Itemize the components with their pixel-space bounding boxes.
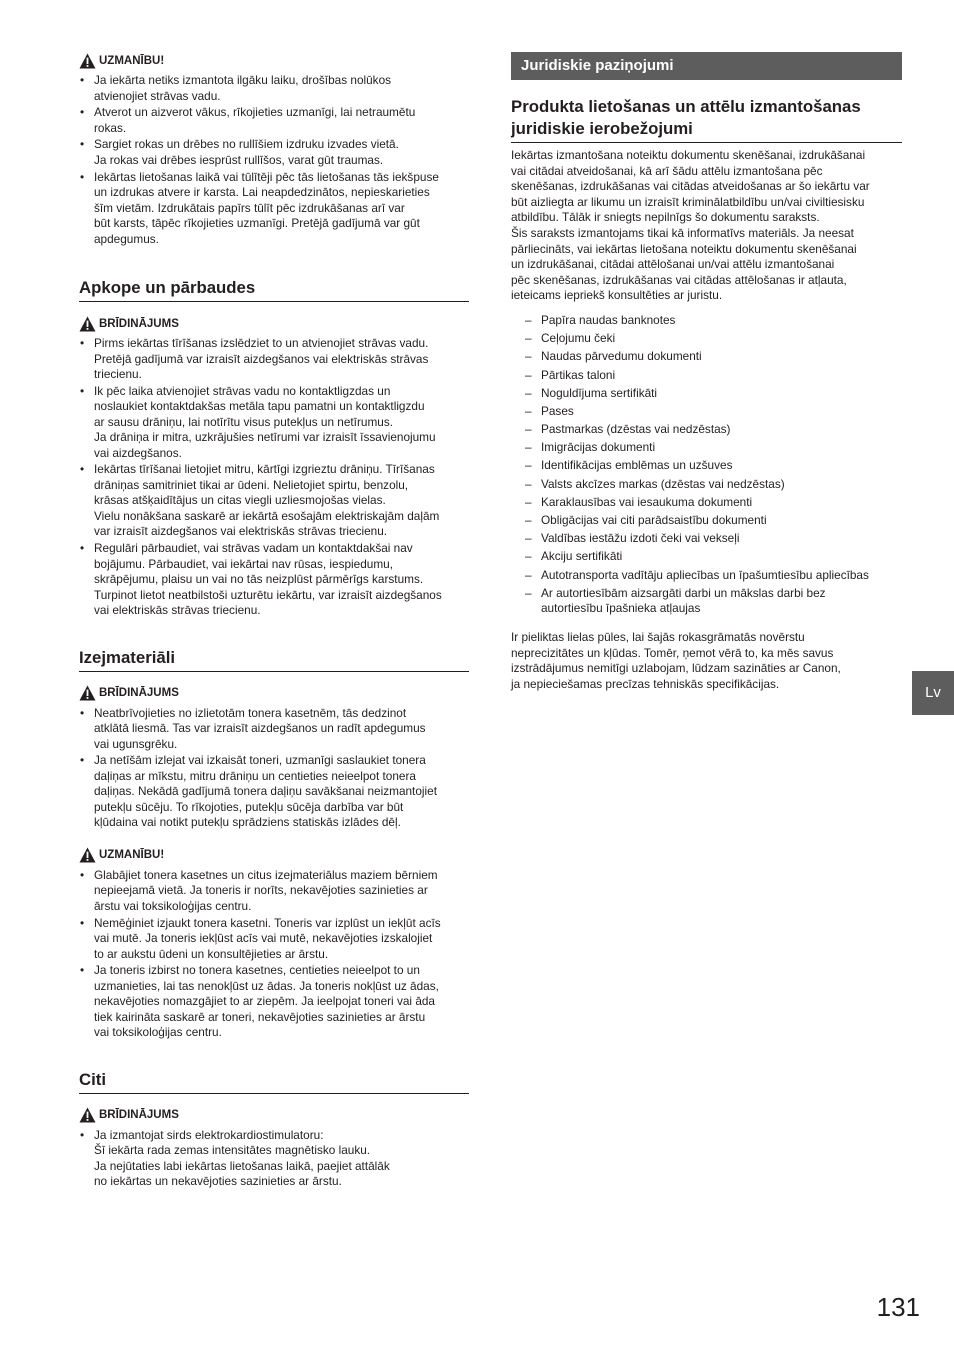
text-line: Ir pieliktas lielas pūles, lai šajās rokasgrāmatās novērstu xyxy=(511,629,805,644)
section-maintenance xyxy=(79,277,469,619)
text-line: autortiesību īpašnieka atļaujas xyxy=(541,601,701,616)
bullet-list xyxy=(79,706,469,831)
list-item xyxy=(511,386,902,402)
bullet-list xyxy=(79,336,469,619)
list-item xyxy=(511,495,902,511)
text-line: vai mutē. Ja toneris iekļūst acīs vai mutē, nekavējoties izskalojiet xyxy=(94,931,433,945)
list-item xyxy=(511,477,902,493)
caution-label: UZMANĪBU! xyxy=(99,849,165,862)
warning-heading xyxy=(79,685,469,702)
text-line: – Akciju sertifikāti xyxy=(541,549,623,564)
list-item xyxy=(79,868,469,915)
section-title: Izejmateriāli xyxy=(79,647,469,672)
text-line: šīm vietām. Izdrukātais papīrs tūlīt pēc izdrukāšanas arī var xyxy=(94,200,405,215)
text-line: un izdrukāšanai, citādai attēlošanai un/vai attēlu izmantošanai xyxy=(511,257,835,272)
section-title: Apkope un pārbaudes xyxy=(79,277,469,302)
list-item xyxy=(79,137,469,168)
list-item xyxy=(511,313,902,329)
list-item xyxy=(79,1128,469,1190)
section-other xyxy=(79,1069,469,1190)
text-line: – Papīra naudas banknotes xyxy=(541,312,676,327)
warning-label: BRĪDINĀJUMS xyxy=(99,1109,179,1122)
text-line: pēc skenēšanas, izdrukāšanas vai citādas attēlošanas ir atļauta, xyxy=(511,272,847,287)
text-line: vai ugunsgrēku. xyxy=(94,736,178,751)
text-line: vai toksikoloģijas centru. xyxy=(94,1025,222,1040)
text-line: – Ar autortiesībām aizsargāti darbi un mākslas darbi bez xyxy=(541,585,826,600)
bullet-list xyxy=(79,73,469,247)
text-line: triecienu. xyxy=(94,367,142,382)
text-line: daļiņas. Nekādā gadījumā tonera daļiņu savākšanai neizmantojiet xyxy=(94,784,437,799)
text-line: – Karaklausības vai iesaukuma dokumenti xyxy=(541,494,753,509)
text-line: Šis saraksts izmantojams tikai kā informatīvs materiāls. Ja neesat xyxy=(511,225,854,240)
text-line: – Valsts akcīzes markas (dzēstas vai nedzēstas) xyxy=(541,476,785,491)
text-line: – Pastmarkas (dzēstas vai nedzēstas) xyxy=(541,422,731,437)
text-line: – Autotransporta vadītāju apliecības un īpašumtiesību apliecības xyxy=(541,567,869,582)
text-line: ar sausu drāniņu, lai notīrītu visus putekļus un netīrumus. xyxy=(94,414,394,429)
text-line: ārstu vai toksikoloģijas centru. xyxy=(94,898,252,913)
list-item xyxy=(79,916,469,963)
text-line: neprecizitātes un kļūdas. Tomēr, ņemot vērā to, ka mēs savus xyxy=(511,645,834,660)
list-item xyxy=(511,549,902,565)
text-line: Iekārtas izmantošana noteiktu dokumentu skenēšanai, izdrukāšanai xyxy=(511,148,866,162)
list-item xyxy=(511,440,902,456)
text-line: nekavējoties nomazgājiet to ar ziepēm. Ja ieelpojat toneri vai āda xyxy=(94,994,435,1009)
text-line: no iekārtas un nekavējoties sazinieties ar ārstu. xyxy=(94,1174,342,1189)
warning-label: BRĪDINĀJUMS xyxy=(99,687,179,700)
text-line: • Sargiet rokas un drēbes no rullīšiem izdruku izvades vietā. xyxy=(94,137,399,152)
bullet-list xyxy=(79,1128,469,1190)
list-item xyxy=(511,368,902,384)
text-line: noslaukiet kontaktdakšas metāla tapu pamatni un kontaktligzdu xyxy=(94,399,425,414)
text-line: Ja drāniņa ir mitra, uzkrājušies netīrumi var izraisīt īssavienojumu xyxy=(94,430,436,445)
list-item xyxy=(511,458,902,474)
legal-paragraph-1 xyxy=(511,148,902,304)
text-line: ja nepieciešamas precīzas tehniskās specifikācijas. xyxy=(511,676,780,691)
text-line: • Iekārtas lietošanas laikā vai tūlītēji pēc tās lietošanas tās iekšpuse xyxy=(94,169,439,184)
language-tab: Lv xyxy=(912,671,954,715)
text-line: – Valdības iestāžu izdoti čeki vai vekseļi xyxy=(541,531,740,546)
text-line: atvienojiet strāvas vadu. xyxy=(94,88,221,103)
text-line: juridiskie ierobežojumi xyxy=(511,118,693,138)
legal-paragraph-2 xyxy=(511,630,902,692)
text-line: vai citādai atveidošanai, kā arī šādu attēlu izmantošana pēc xyxy=(511,163,823,178)
text-line: atklātā liesmā. Tas var izraisīt aizdegšanos un radīt apdegumus xyxy=(94,721,426,736)
list-item xyxy=(511,422,902,438)
text-line: kļūdaina vai notikt putekļu sprādziens statiskās izlādes dēļ. xyxy=(94,815,401,830)
warning-triangle-icon xyxy=(79,316,96,332)
list-item xyxy=(79,105,469,136)
list-item xyxy=(511,568,902,584)
text-line: • Nemēģiniet izjaukt tonera kasetni. Toneris var izplūst un iekļūt acīs xyxy=(94,915,441,930)
text-line: atbildību. Tālāk ir sniegts nepilnīgs šo dokumentu saraksts. xyxy=(511,210,820,225)
text-line: nepieejamā vietā. Ja toneris ir norīts, nekavējoties sazinieties ar xyxy=(94,883,428,898)
text-line: • Pirms iekārtas tīrīšanas izslēdziet to un atvienojiet strāvas vadu. xyxy=(94,336,429,351)
text-line: Vielu nonākšana saskarē ar iekārtā esošajām elektriskajām daļām xyxy=(94,508,440,523)
text-line: • Atverot un aizverot vākus, rīkojieties uzmanīgi, lai netraumētu xyxy=(94,105,416,120)
text-line: • Neatbrīvojieties no izlietotām tonera kasetnēm, tās dedzinot xyxy=(94,705,407,720)
text-line: • Ik pēc laika atvienojiet strāvas vadu no kontaktligzdas un xyxy=(94,383,391,398)
text-line: – Imigrācijas dokumenti xyxy=(541,440,656,455)
list-item xyxy=(79,706,469,753)
text-line: Šī iekārta rada zemas intensitātes magnētisko lauku. xyxy=(94,1143,371,1158)
restricted-documents-list xyxy=(511,313,902,617)
text-line: un izdrukas atvere ir karsta. Lai neapdedzinātos, nepieskarieties xyxy=(94,185,430,200)
text-line: Ja rokas vai drēbes iesprūst rullīšos, varat gūt traumas. xyxy=(94,152,384,167)
text-line: drāniņas samitriniet tikai ar ūdeni. Nelietojiet spirtu, benzolu, xyxy=(94,477,409,492)
text-line: Produkta lietošanas un attēlu izmantošanas xyxy=(511,97,861,116)
warning-label: BRĪDINĀJUMS xyxy=(99,317,179,330)
right-column xyxy=(511,52,902,692)
list-item xyxy=(511,404,902,420)
text-line: krāsas atšķaidītājus un citas viegli uzliesmojošas vielas. xyxy=(94,493,386,508)
list-item xyxy=(79,963,469,1041)
text-line: • Ja toneris izbirst no tonera kasetnes, centieties neieelpot to un xyxy=(94,963,420,978)
list-item xyxy=(511,513,902,529)
list-item xyxy=(511,531,902,547)
text-line: • Ja izmantojat sirds elektrokardiostimulatoru: xyxy=(94,1127,324,1142)
list-item xyxy=(79,73,469,104)
page-number: 131 xyxy=(876,1292,920,1322)
warning-triangle-icon xyxy=(79,685,96,701)
text-line: – Obligācijas vai citi parādsaistību dokumenti xyxy=(541,513,767,527)
legal-title xyxy=(511,96,902,143)
caution-heading xyxy=(79,847,469,864)
warning-heading xyxy=(79,315,469,332)
list-item xyxy=(79,462,469,540)
text-line: – Ceļojumu čeki xyxy=(541,331,616,346)
warning-triangle-icon xyxy=(79,847,96,863)
text-line: vai aizdegšanos. xyxy=(94,445,182,460)
text-line: • Iekārtas tīrīšanai lietojiet mitru, kārtīgi izgrieztu drāniņu. Tīrīšanas xyxy=(94,462,435,477)
text-line: – Pases xyxy=(541,403,574,418)
text-line: Turpinot lietot neatbilstoši uzturētu iekārtu, var izraisīt aizdegšanos xyxy=(94,587,442,602)
warning-triangle-icon xyxy=(79,1107,96,1123)
text-line: skenēšanas, izdrukāšanas vai citādas atveidošanas ar šo iekārtu var xyxy=(511,179,870,194)
text-line: • Glabājiet tonera kasetnes un citus izejmateriālus maziem bērniem xyxy=(94,867,438,882)
caution-block-1 xyxy=(79,52,469,247)
list-item xyxy=(511,331,902,347)
text-line: putekļu sūcēju. To rīkojoties, putekļu sūcēja darbība var būt xyxy=(94,799,404,814)
text-line: daļiņas ar mīkstu, mitru drāniņu un centieties neieelpot tonera xyxy=(94,768,416,783)
list-item xyxy=(79,753,469,831)
text-line: būt aizliegta ar likumu un izraisīt kriminālatbildību un/vai civiltiesisku xyxy=(511,194,865,209)
text-line: • Ja netīšām izlejat vai izkaisāt toneri, uzmanīgi saslaukiet tonera xyxy=(94,753,426,768)
list-item xyxy=(79,336,469,383)
section-consumables xyxy=(79,647,469,1041)
left-column xyxy=(79,52,469,1191)
list-item xyxy=(511,349,902,365)
text-line: Pretējā gadījumā var izraisīt aizdegšanos vai elektriskās strāvas xyxy=(94,351,429,366)
warning-heading xyxy=(79,1107,469,1124)
text-line: var izraisīt aizdegšanos vai elektriskās strāvas triecienu. xyxy=(94,524,388,539)
caution-label: UZMANĪBU! xyxy=(99,54,165,67)
list-item xyxy=(79,384,469,462)
text-line: • Regulāri pārbaudiet, vai strāvas vadam un kontaktdakšai nav xyxy=(94,541,413,556)
list-item xyxy=(79,170,469,248)
text-line: būt karsts, tāpēc rīkojieties uzmanīgi. Pretējā gadījumā var gūt xyxy=(94,216,420,231)
text-line: apdegumus. xyxy=(94,231,159,246)
bullet-list xyxy=(79,868,469,1041)
text-line: • Ja iekārta netiks izmantota ilgāku laiku, drošības nolūkos xyxy=(94,73,392,87)
text-line: rokas. xyxy=(94,120,127,135)
text-line: skrāpējumu, plaisu un vai no tās neizplūst pārmērīgs karstums. xyxy=(94,572,424,587)
text-line: pārliecināts, vai iekārtas lietošana noteiktu dokumentu skenēšanai xyxy=(511,241,857,256)
text-line: izstrādājumus nemitīgi uzlabojam, lūdzam sazināties ar Canon, xyxy=(511,661,841,676)
list-item xyxy=(511,586,902,617)
warning-triangle-icon xyxy=(79,53,96,69)
text-line: vai elektriskās strāvas triecienu. xyxy=(94,603,261,618)
text-line: – Identifikācijas emblēmas un uzšuves xyxy=(541,458,733,473)
section-title: Citi xyxy=(79,1069,469,1094)
text-line: bojājumu. Pārbaudiet, vai iekārtai nav rūsas, iespiedumu, xyxy=(94,556,394,571)
text-line: uzmanieties, lai tas nenokļūst uz ādas. Ja toneris nokļūst uz ādas, xyxy=(94,978,439,993)
text-line: to ar aukstu ūdeni un konsultējieties ar ārstu. xyxy=(94,946,329,961)
text-line: tiek kairināta saskarē ar toneri, nekavējoties sazinieties ar ārstu xyxy=(94,1009,426,1024)
section-bar-title: Juridiskie paziņojumi xyxy=(511,52,902,80)
text-line: – Naudas pārvedumu dokumenti xyxy=(541,349,702,364)
caution-heading xyxy=(79,52,469,69)
text-line: Ja nejūtaties labi iekārtas lietošanas laikā, paejiet attālāk xyxy=(94,1158,390,1173)
text-line: – Pārtikas taloni xyxy=(541,367,616,382)
text-line: ieteicams iepriekš konsultēties ar juristu. xyxy=(511,288,723,303)
list-item xyxy=(79,541,469,619)
text-line: – Noguldījuma sertifikāti xyxy=(541,385,658,400)
